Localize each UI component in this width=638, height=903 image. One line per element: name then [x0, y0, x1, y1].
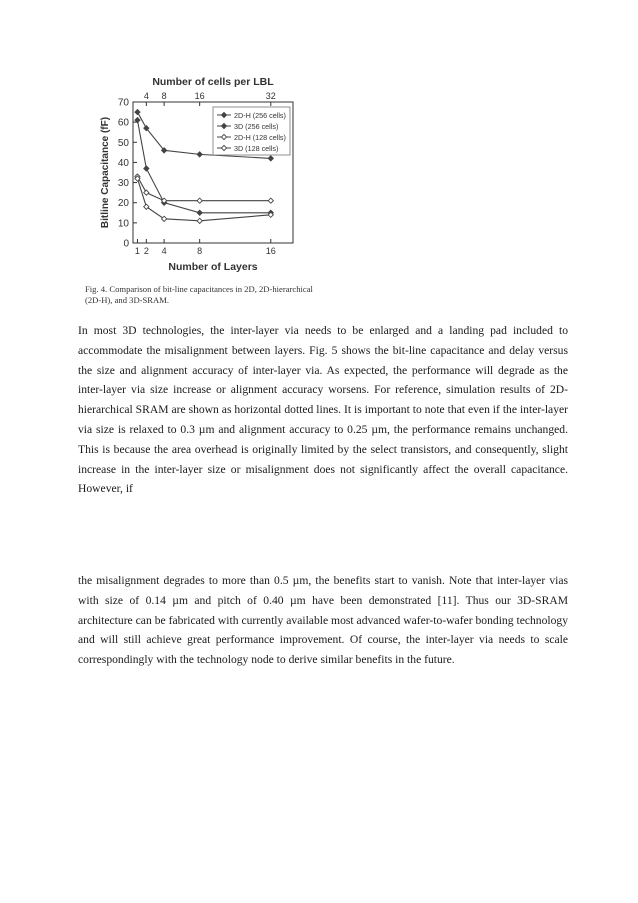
- data-point-series-4: [197, 218, 202, 223]
- body-paragraph-2: the misalignment degrades to more than 0.5 µm, the benefits start to vanish. Note that inter-layer vias with size of 0.14 µm and pitch of 0.40 µm have been demonstrated [11]. Thus our 3D-SRAM architecture can be fabricated with currently available most advanced wafer-to-wafer bonding technology and will still achieve great performance improvement. Of course, the inter-layer via needs to scale correspondingly with the technology node to derive similar benefits in the future.: [78, 574, 568, 667]
- legend-entry: 2D-H (128 cells): [234, 133, 286, 142]
- data-point-series-3: [197, 198, 202, 203]
- top-tick-label: 32: [265, 91, 276, 101]
- data-point-series-1: [135, 109, 140, 114]
- chart-title: Number of cells per LBL: [152, 76, 274, 88]
- y-tick-label: 30: [117, 178, 129, 190]
- y-axis-label: Bitline Capacitance (fF): [100, 116, 111, 229]
- legend-entry: 2D-H (256 cells): [234, 111, 286, 120]
- y-tick-label: 20: [117, 198, 129, 210]
- top-tick-label: 4: [143, 91, 149, 101]
- x-tick-label: 1: [134, 246, 140, 256]
- y-tick-label: 70: [117, 97, 129, 109]
- data-point-series-2: [144, 166, 149, 171]
- x-tick-label: 16: [265, 246, 276, 256]
- bitline-capacitance-chart: [95, 74, 335, 306]
- data-point-series-1: [197, 152, 202, 157]
- top-tick-label: 16: [194, 91, 205, 101]
- y-tick-label: 60: [117, 117, 129, 129]
- figure-caption: Fig. 4. Comparison of bit-line capacitances in 2D, 2D-hierarchical (2D-H), and 3D-SRAM.: [85, 284, 313, 305]
- body-paragraph-1: In most 3D technologies, the inter-layer via needs to be enlarged and a landing pad included to accommodate the misalignment between layers. Fig. 5 shows the bit-line capacitance and delay versus the size and alignment accuracy of inter-layer via. As expected, the performance will degrade as the inter-layer via size increase or alignment accuracy worsens. For reference, simulation results of 2D-hierarchical SRAM are shown as horizontal dotted lines. It is important to note that even if the inter-layer via size is relaxed to 0.3 µm and alignment accuracy to 0.25 µm, the performance remains unchanged. This is because the area overhead is originally limited by the select transistors, and consequently, slight increase in the inter-layer size or misalignment does not significantly affect the overall capacitance. However, if: [78, 324, 568, 496]
- legend-entry: 3D (256 cells): [234, 122, 279, 131]
- series-line-4: [137, 179, 270, 221]
- x-axis-label: Number of Layers: [168, 261, 258, 273]
- top-tick-label: 8: [161, 91, 167, 101]
- series-line-3: [137, 177, 270, 201]
- x-tick-label: 8: [197, 246, 203, 256]
- x-tick-label: 4: [161, 246, 167, 256]
- legend-entry: 3D (128 cells): [234, 144, 279, 153]
- y-tick-label: 50: [117, 137, 129, 149]
- data-point-series-1: [268, 156, 273, 161]
- data-point-series-3: [268, 198, 273, 203]
- x-tick-label: 2: [143, 246, 149, 256]
- y-tick-label: 10: [117, 218, 129, 230]
- y-tick-label: 0: [123, 238, 129, 250]
- figure-4: [95, 74, 335, 306]
- y-tick-label: 40: [117, 157, 129, 169]
- data-point-series-3: [144, 190, 149, 195]
- data-point-series-2: [197, 210, 202, 215]
